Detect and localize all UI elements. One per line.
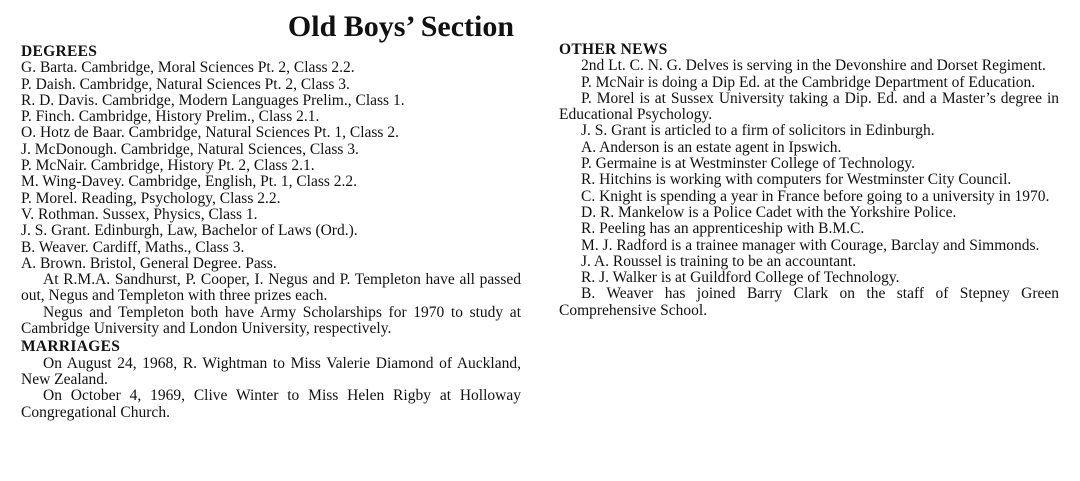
news-item: R. J. Walker is at Guildford College of Technology.	[581, 269, 900, 287]
degrees-heading: DEGREES	[21, 43, 98, 60]
degree-entry: J. McDonough. Cambridge, Natural Sciences, Class 3.	[21, 140, 359, 158]
degree-entry: V. Rothman. Sussex, Physics, Class 1.	[21, 205, 258, 223]
sandhurst-paragraph: At R.M.A. Sandhurst, P. Cooper, I. Negus and P. Templeton have all passed out, Negus and Templeton with three prizes each.	[21, 271, 521, 305]
degree-entry: P. Morel. Reading, Psychology, Class 2.2.	[21, 189, 281, 207]
news-item: D. R. Mankelow is a Police Cadet with the Yorkshire Police.	[581, 203, 957, 221]
news-item: P. McNair is doing a Dip Ed. at the Cambridge Department of Education.	[581, 73, 1036, 91]
news-item: R. Peeling has an apprenticeship with B.M.C.	[581, 220, 865, 238]
news-item: A. Anderson is an estate agent in Ipswich.	[581, 138, 842, 156]
marriage-paragraph: On October 4, 1969, Clive Winter to Miss Helen Rigby at Holloway Congregational Church.	[21, 387, 521, 421]
news-item: J. A. Roussel is training to be an accountant.	[581, 252, 857, 270]
news-item: B. Weaver has joined Barry Clark on the staff of Stepney Green Comprehensive School.	[559, 285, 1059, 319]
scholarships-paragraph: Negus and Templeton both have Army Scholarships for 1970 to study at Cambridge University and London University, respectively.	[21, 303, 521, 338]
news-item: P. Morel is at Sussex University taking a Dip. Ed. and a Master’s degree in Educational Psychology.	[559, 89, 1059, 124]
degree-entry: M. Wing-Davey. Cambridge, English, Pt. 1, Class 2.2.	[21, 173, 358, 191]
news-item: C. Knight is spending a year in France before going to a university in 1970.	[581, 187, 1050, 205]
degrees-list	[21, 60, 521, 272]
marriage-paragraph: On August 24, 1968, R. Wightman to Miss Valerie Diamond of Auckland, New Zealand.	[21, 354, 521, 388]
other-news-heading: OTHER NEWS	[559, 41, 668, 58]
degree-entry: P. McNair. Cambridge, History Pt. 2, Class 2.1.	[21, 157, 315, 175]
right-column	[559, 42, 1059, 319]
page-title: Old Boys’ Section	[287, 10, 515, 43]
degree-entry: G. Barta. Cambridge, Moral Sciences Pt. 2, Class 2.2.	[21, 59, 355, 77]
news-item: 2nd Lt. C. N. G. Delves is serving in the Devonshire and Dorset Regiment.	[581, 57, 1046, 75]
news-item: J. S. Grant is articled to a firm of solicitors in Edinburgh.	[581, 122, 935, 140]
degree-entry: O. Hotz de Baar. Cambridge, Natural Sciences Pt. 1, Class 2.	[21, 124, 399, 142]
degree-entry: P. Finch. Cambridge, History Prelim., Class 2.1.	[21, 108, 320, 126]
degree-entry: R. D. Davis. Cambridge, Modern Languages Prelim., Class 1.	[21, 91, 405, 109]
news-item: P. Germaine is at Westminster College of Technology.	[581, 155, 916, 173]
degree-entry: A. Brown. Bristol, General Degree. Pass.	[21, 254, 277, 272]
degree-entry: B. Weaver. Cardiff, Maths., Class 3.	[21, 238, 245, 256]
marriages-heading: MARRIAGES	[21, 338, 121, 356]
news-item: R. Hitchins is working with computers for Westminster City Council.	[581, 171, 1012, 189]
news-item: M. J. Radford is a trainee manager with Courage, Barclay and Simmonds.	[581, 236, 1040, 254]
degree-entry: J. S. Grant. Edinburgh, Law, Bachelor of Laws (Ord.).	[21, 222, 358, 240]
left-column	[21, 44, 521, 421]
degree-entry: P. Daish. Cambridge, Natural Sciences Pt. 2, Class 3.	[21, 75, 350, 93]
